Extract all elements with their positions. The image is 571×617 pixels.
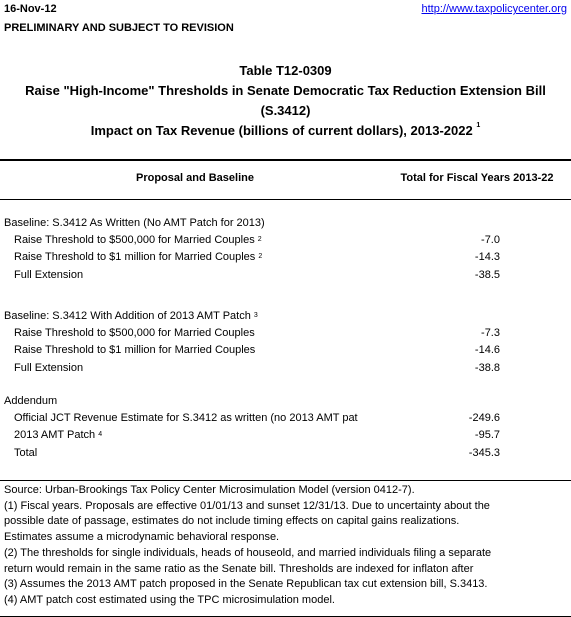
table-row-label bbox=[14, 267, 83, 284]
header-rule-bottom bbox=[0, 199, 571, 200]
table-row-label bbox=[14, 325, 255, 342]
table-row-label bbox=[14, 249, 262, 266]
table-row-label bbox=[14, 342, 255, 359]
footnote-line: (2) The thresholds for single individuals, heads of houseold, and married individuals filing a separate bbox=[4, 546, 492, 559]
row-label-text: Raise Threshold to $1 million for Married Couples bbox=[14, 344, 256, 357]
column-header-total: Total for Fiscal Years 2013-22 bbox=[400, 172, 554, 184]
tpc-website-link[interactable]: http://www.taxpolicycenter.org bbox=[421, 3, 567, 15]
section-heading bbox=[4, 215, 265, 232]
table-row-value: -38.5 bbox=[474, 268, 500, 281]
table-title-line-3-text: Impact on Tax Revenue (billions of current dollars), 2013-2022 bbox=[90, 123, 473, 138]
footnote-line: Estimates assume a microdynamic behavioral response. bbox=[4, 531, 280, 544]
table-title-line-3 bbox=[0, 123, 571, 138]
preliminary-notice: PRELIMINARY AND SUBJECT TO REVISION bbox=[4, 22, 234, 34]
section-heading-text: Baseline: S.3412 As Written (No AMT Patch for 2013) bbox=[4, 217, 265, 229]
row-label-text: Official JCT Revenue Estimate for S.3412 as written (no 2013 AMT pat bbox=[14, 412, 358, 425]
section-heading-text: Baseline: S.3412 With Addition of 2013 AMT Patch bbox=[4, 310, 251, 322]
table-row-value: -14.3 bbox=[474, 251, 500, 264]
footnote-line: possible date of passage, estimates do not include timing effects on capital gains realizations. bbox=[4, 515, 460, 528]
table-row-value: -14.6 bbox=[474, 344, 500, 357]
table-row-label bbox=[14, 360, 83, 377]
table-row-label bbox=[14, 410, 358, 427]
report-date: 16-Nov-12 bbox=[4, 3, 57, 15]
table-row-label bbox=[14, 232, 262, 249]
table-title-line-2: (S.3412) bbox=[260, 103, 311, 118]
table-row-value: -95.7 bbox=[474, 429, 500, 442]
table-id: Table T12-0309 bbox=[239, 63, 332, 78]
table-row-value: -7.0 bbox=[481, 234, 500, 247]
footnote-ref: 4 bbox=[98, 431, 103, 439]
footnote-line: (3) Assumes the 2013 AMT patch proposed in the Senate Republican tax cut extension bill, S.3413. bbox=[4, 578, 488, 591]
table-rule-bottom bbox=[0, 480, 571, 481]
section-heading bbox=[4, 393, 57, 410]
footnote-line: (4) AMT patch cost estimated using the TPC microsimulation model. bbox=[4, 593, 335, 606]
footnote-line: (1) Fiscal years. Proposals are effective 01/01/13 and sunset 12/31/13. Due to uncertainty about the bbox=[4, 499, 490, 512]
footnote-ref: 2 bbox=[257, 236, 262, 244]
table-row-value: -7.3 bbox=[481, 327, 500, 340]
table-row-value: -249.6 bbox=[468, 412, 500, 425]
row-label-text: Raise Threshold to $500,000 for Married Couples bbox=[14, 234, 255, 247]
section-heading bbox=[4, 308, 258, 325]
row-label-text: Raise Threshold to $500,000 for Married Couples bbox=[14, 327, 255, 340]
header-rule-top bbox=[0, 159, 571, 161]
footnote-ref: 2 bbox=[258, 253, 263, 261]
table-row-value: -345.3 bbox=[468, 446, 500, 459]
footnote-line: return would remain in the same ratio as the Senate bill. Thresholds are indexed for inflaton after bbox=[4, 562, 474, 575]
table-row-label bbox=[14, 445, 37, 462]
row-label-text: Raise Threshold to $1 million for Married Couples bbox=[14, 251, 256, 264]
section-heading-text: Addendum bbox=[4, 395, 58, 407]
footnote-line: Source: Urban-Brookings Tax Policy Center Microsimulation Model (version 0412-7). bbox=[4, 484, 415, 496]
notes-block bbox=[4, 483, 491, 609]
row-label-text: Full Extension bbox=[14, 361, 84, 374]
row-label-text: Full Extension bbox=[14, 268, 84, 281]
row-label-text: 2013 AMT Patch bbox=[14, 429, 96, 442]
footnote-ref: 1 bbox=[476, 122, 481, 129]
table-row-label bbox=[14, 427, 102, 444]
column-header-proposal: Proposal and Baseline bbox=[136, 172, 254, 184]
footnote-ref: 3 bbox=[253, 312, 258, 319]
table-row-value: -38.8 bbox=[474, 361, 500, 374]
table-title-line-1: Raise "High-Income" Thresholds in Senate Democratic Tax Reduction Extension Bill bbox=[25, 83, 546, 98]
row-label-text: Total bbox=[14, 446, 38, 459]
